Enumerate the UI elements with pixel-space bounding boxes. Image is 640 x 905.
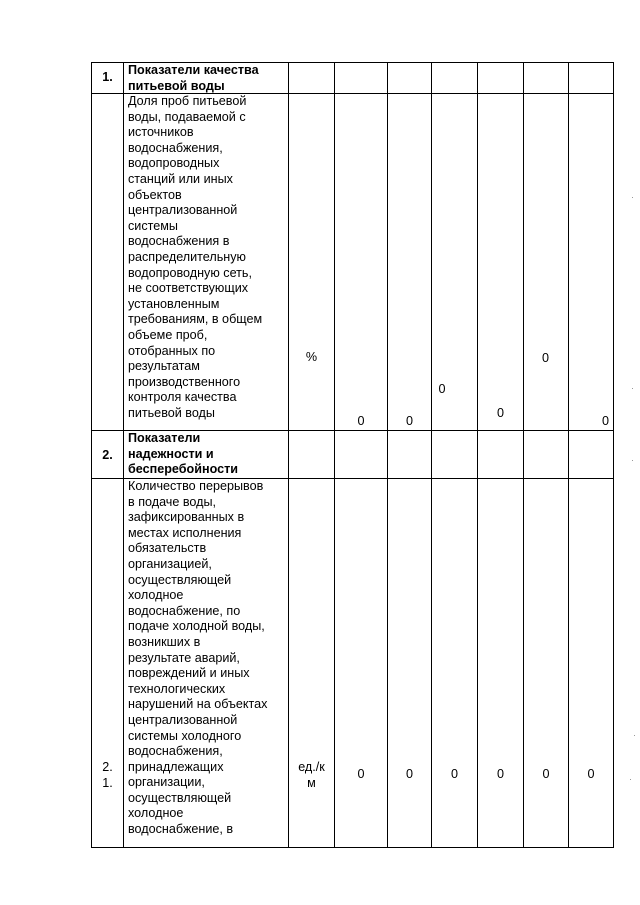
table-border-bottom — [91, 847, 614, 848]
indicator-value: 0 — [405, 414, 413, 428]
column-divider — [431, 62, 432, 848]
indicator-value: 0 — [450, 767, 458, 781]
indicator-value: 0 — [542, 767, 550, 781]
column-divider — [387, 62, 388, 848]
indicator-value: 0 — [496, 767, 504, 781]
scan-speck — [634, 735, 635, 736]
scan-speck — [632, 388, 633, 389]
column-divider — [123, 62, 124, 848]
indicator-number: 2. 1. — [102, 760, 113, 790]
table-border-right — [613, 62, 614, 848]
column-divider — [288, 62, 289, 848]
section-title: Показатели надежности и бесперебойности — [128, 431, 239, 477]
indicator-description: Доля проб питьевой воды, подаваемой с источников водоснабжения, водопроводных станций или иных объектов централизованной системы водоснабжения в распределительную водопроводную сеть, не соответствующих установленным требованиям, в общем объеме проб, отобранных по результатам производственного контроля качества питьевой воды — [128, 94, 263, 420]
indicator-value: 0 — [496, 406, 504, 420]
indicators-table — [91, 62, 614, 848]
indicator-value: 0 — [357, 414, 365, 428]
indicator-value: 0 — [405, 767, 413, 781]
indicator-value: 0 — [438, 382, 446, 396]
indicator-value: 0 — [601, 414, 609, 428]
column-divider — [523, 62, 524, 848]
column-divider — [568, 62, 569, 848]
scan-speck — [632, 460, 633, 461]
indicator-value: 0 — [541, 351, 549, 365]
section-title: Показатели качества питьевой воды — [128, 63, 259, 93]
scan-speck — [630, 779, 631, 780]
column-divider — [477, 62, 478, 848]
indicator-value: 0 — [357, 767, 365, 781]
section-number: 1. — [102, 70, 113, 84]
indicator-description: Количество перерывов в подаче воды, зафиксированных в местах исполнения обязательств организацией, осуществляющей холодное водоснабжение, по подаче холодной воды, возникших в результате аварий, повреждений и иных технологических нарушений на объектах централизованной системы холодного водоснабжения, принадлежащих организации, осуществляющей холодное водоснабжение, в — [128, 479, 268, 837]
section-number: 2. — [102, 448, 113, 462]
column-divider — [334, 62, 335, 848]
indicator-unit: % — [305, 350, 318, 364]
indicator-value: 0 — [587, 767, 595, 781]
scan-speck — [632, 197, 633, 198]
indicator-unit: ед./к м — [298, 760, 325, 790]
